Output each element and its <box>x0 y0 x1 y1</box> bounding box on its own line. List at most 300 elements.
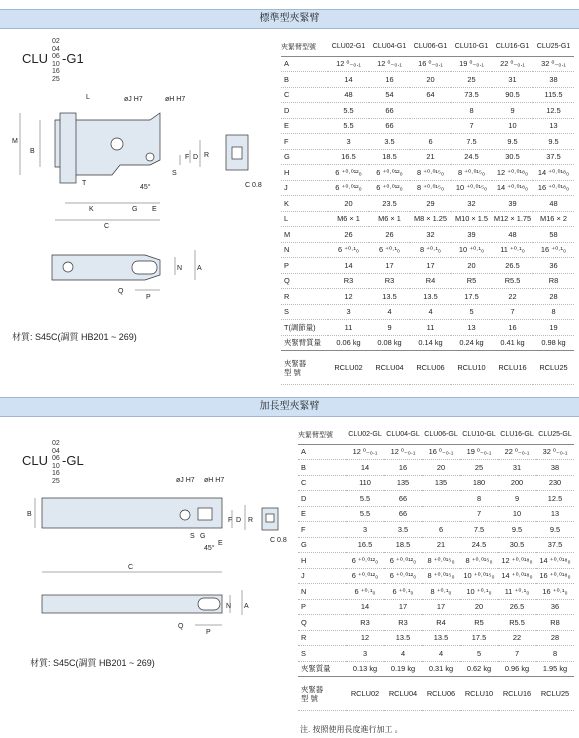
table-cell: 0.13 kg <box>346 661 384 677</box>
table-cell: 6 ⁺⁰·⁰¹²₀ <box>328 180 369 196</box>
section1-spec-table <box>281 38 574 385</box>
column-header: CLU10-GL <box>460 426 498 444</box>
section1-title: 標準型夾緊臂 <box>259 13 320 24</box>
table-cell: 12 <box>328 289 369 305</box>
table-cell: 9 <box>369 320 410 336</box>
table-cell: 8 ⁺⁰·⁰¹⁵₀ <box>451 165 492 181</box>
size-item: 25 <box>52 477 60 485</box>
table-cell <box>422 491 460 507</box>
label-A: A <box>244 603 249 610</box>
table-row <box>281 335 574 351</box>
table-row <box>281 227 574 243</box>
table-cell: 10 ⁺⁰·⁰¹⁵₀ <box>460 568 498 584</box>
column-header: CLU02-GL <box>346 426 384 444</box>
row-label: B <box>281 72 328 88</box>
table-cell <box>410 118 451 134</box>
section2-title: 加長型夾緊臂 <box>259 401 320 412</box>
table-cell: R3 <box>369 273 410 289</box>
table-cell: 66 <box>369 103 410 119</box>
table-cell: 135 <box>384 475 422 491</box>
footer-cell: RCLU06 <box>422 677 460 711</box>
size-item: 02 <box>52 38 60 45</box>
label-Q: Q <box>178 623 184 630</box>
table-cell: 32 <box>451 196 492 212</box>
table-cell: 4 <box>369 304 410 320</box>
table-cell: 6 ⁺⁰·⁰¹²₀ <box>346 568 384 584</box>
size-item: 04 <box>52 447 60 455</box>
table-cell: 14 ⁺⁰·⁰¹⁸₀ <box>533 165 574 181</box>
table-cell: 6 ⁺⁰·¹₀ <box>384 584 422 600</box>
label-H: øH H7 <box>165 96 186 103</box>
row-label: H <box>281 165 328 181</box>
table-cell: 26 <box>369 227 410 243</box>
table-cell: 16 <box>492 320 533 336</box>
section1-code-prefix: CLU <box>22 51 49 66</box>
section2-material: 材質: S45C(調質 HB201 ~ 269) <box>30 658 155 668</box>
table-row <box>281 289 574 305</box>
table-cell: 39 <box>492 196 533 212</box>
size-item: 16 <box>52 68 60 75</box>
table-cell: 32 ⁰₋₀.₁ <box>533 56 574 72</box>
table-cell: 0.06 kg <box>328 335 369 351</box>
label-C08: C 0.8 <box>245 182 262 189</box>
table-row <box>298 661 574 677</box>
section2-code-suffix: -GL <box>62 453 84 468</box>
table-cell: 115.5 <box>533 87 574 103</box>
table-cell: 9.5 <box>536 522 574 538</box>
table-cell: 22 <box>498 630 536 646</box>
table-cell: 14 <box>328 72 369 88</box>
column-header: CLU16-G1 <box>492 38 533 56</box>
row-label: T(調節量) <box>281 320 328 336</box>
table-header-row <box>281 38 574 56</box>
table-cell: 26.5 <box>498 599 536 615</box>
table-row <box>281 87 574 103</box>
row-label: F <box>281 134 328 150</box>
table-header-row <box>298 426 574 444</box>
table-cell: 12.5 <box>533 103 574 119</box>
table-row <box>298 646 574 662</box>
table-cell: 230 <box>536 475 574 491</box>
table-cell: 37.5 <box>536 537 574 553</box>
table-cell: 7 <box>460 506 498 522</box>
table-row <box>281 242 574 258</box>
table-cell: 13.5 <box>410 289 451 305</box>
table-row <box>281 56 574 72</box>
table-cell: 3 <box>328 134 369 150</box>
row-label: Q <box>281 273 328 289</box>
table-cell: 4 <box>410 304 451 320</box>
table-cell <box>410 103 451 119</box>
table-cell: 21 <box>422 537 460 553</box>
table-cell: 37.5 <box>533 149 574 165</box>
label-A: A <box>197 265 202 272</box>
table-cell: 16 ⁺⁰·⁰¹⁸₀ <box>536 568 574 584</box>
label-B: B <box>27 511 32 518</box>
table-cell: 16 ⁺⁰·⁰¹⁸₀ <box>533 180 574 196</box>
table-cell: 16 ⁰₋₀.₁ <box>410 56 451 72</box>
section2-spec-table <box>298 426 574 711</box>
table-footer-row <box>281 351 574 385</box>
label-B: B <box>30 148 35 155</box>
table-row <box>298 506 574 522</box>
table-cell: 14 ⁺⁰·⁰¹⁸₀ <box>498 568 536 584</box>
table-row <box>281 180 574 196</box>
table-row <box>281 211 574 227</box>
table-cell: 6 ⁺⁰·⁰¹²₀ <box>369 180 410 196</box>
label-R: R <box>248 517 254 524</box>
table-cell: 13.5 <box>384 630 422 646</box>
table-cell: 31 <box>498 460 536 476</box>
table-cell: 20 <box>460 599 498 615</box>
table-row <box>281 273 574 289</box>
row-label: J <box>298 568 346 584</box>
table-cell: 6 ⁺⁰·¹₀ <box>346 584 384 600</box>
table-cell: R5 <box>451 273 492 289</box>
label-H: øH H7 <box>204 477 225 484</box>
table-row <box>298 599 574 615</box>
label-K: K <box>89 206 94 213</box>
table-cell: M16 × 2 <box>533 211 574 227</box>
table-cell: 14 <box>346 599 384 615</box>
table-row <box>281 118 574 134</box>
table-cell: 8 <box>536 646 574 662</box>
footer-label: 夾緊器 型 號 <box>298 677 346 711</box>
table-cell: 23.5 <box>369 196 410 212</box>
table-cell: 11 <box>328 320 369 336</box>
table-cell: 3 <box>346 522 384 538</box>
table-cell: 5.5 <box>328 118 369 134</box>
table-cell: 22 ⁰₋₀.₁ <box>498 444 536 460</box>
table-cell: 6 ⁺⁰·⁰¹²₀ <box>384 568 422 584</box>
table-cell: 16.5 <box>346 537 384 553</box>
footer-cell: RCLU04 <box>369 351 410 385</box>
table-cell: 16.5 <box>328 149 369 165</box>
table-cell: 8 ⁺⁰·⁰¹⁵₀ <box>460 553 498 569</box>
table-row <box>298 444 574 460</box>
table-cell: 12 <box>346 630 384 646</box>
table-cell: 66 <box>369 118 410 134</box>
table-cell: 6 <box>410 134 451 150</box>
section2-code-prefix: CLU <box>22 453 49 468</box>
table-cell: 14 ⁺⁰·⁰¹⁸₀ <box>536 553 574 569</box>
row-label: N <box>281 242 328 258</box>
row-label: G <box>281 149 328 165</box>
table-cell: 30.5 <box>498 537 536 553</box>
table-cell: 11 <box>410 320 451 336</box>
table-cell: 90.5 <box>492 87 533 103</box>
table-cell: 6 ⁺⁰·⁰¹²₀ <box>384 553 422 569</box>
row-label: R <box>298 630 346 646</box>
table-cell: 12 ⁰₋₀.₁ <box>346 444 384 460</box>
table-cell: R8 <box>533 273 574 289</box>
label-D: D <box>236 517 242 524</box>
column-header: CLU06-G1 <box>410 38 451 56</box>
label-F: F <box>228 517 233 524</box>
row-label: B <box>298 460 346 476</box>
column-header: CLU06-GL <box>422 426 460 444</box>
table-cell: R4 <box>422 615 460 631</box>
table-cell: 1.95 kg <box>536 661 574 677</box>
table-cell: 8 ⁺⁰·⁰¹⁵₀ <box>422 553 460 569</box>
label-Q: Q <box>118 288 124 295</box>
table-cell: 13 <box>533 118 574 134</box>
table-row <box>298 630 574 646</box>
row-label: Q <box>298 615 346 631</box>
footer-cell: RCLU02 <box>328 351 369 385</box>
table-cell: 13 <box>536 506 574 522</box>
row-label: S <box>281 304 328 320</box>
section1-drawing <box>0 85 275 315</box>
table-cell: 0.08 kg <box>369 335 410 351</box>
table-cell: 16 ⁺⁰·¹₀ <box>533 242 574 258</box>
table-cell: 8 <box>451 103 492 119</box>
table-cell: 9.5 <box>498 522 536 538</box>
table-cell: 19 ⁰₋₀.₁ <box>451 56 492 72</box>
table-cell: 6 ⁺⁰·¹₀ <box>328 242 369 258</box>
footer-cell: RCLU25 <box>536 677 574 711</box>
row-label: N <box>298 584 346 600</box>
table-cell: 7.5 <box>460 522 498 538</box>
table-cell: 17.5 <box>460 630 498 646</box>
table-cell: 58 <box>533 227 574 243</box>
table-cell: 8 ⁺⁰·⁰¹⁵₀ <box>422 568 460 584</box>
row-label: A <box>298 444 346 460</box>
table-cell: 12 ⁰₋₀.₁ <box>384 444 422 460</box>
table-cell: 12.5 <box>536 491 574 507</box>
table-cell: 32 ⁰₋₀.₁ <box>536 444 574 460</box>
table-cell: 8 ⁺⁰·¹₀ <box>422 584 460 600</box>
label-M: M <box>12 138 18 145</box>
label-L: L <box>86 94 90 101</box>
table-cell: M8 × 1.25 <box>410 211 451 227</box>
column-header: CLU16-GL <box>498 426 536 444</box>
column-header: CLU10-G1 <box>451 38 492 56</box>
table-row <box>281 304 574 320</box>
table-cell: 17.5 <box>451 289 492 305</box>
row-label: L <box>281 211 328 227</box>
label-N: N <box>226 603 232 610</box>
table-cell: 26 <box>328 227 369 243</box>
label-G: G <box>132 206 138 213</box>
size-item: 10 <box>52 60 60 68</box>
table-cell: 3.5 <box>384 522 422 538</box>
row-label: G <box>298 537 346 553</box>
section1-code-suffix: -G1 <box>62 51 84 66</box>
column-header: 夾緊臂型號 <box>298 426 346 444</box>
label-C08: C 0.8 <box>270 537 287 544</box>
table-cell: 4 <box>384 646 422 662</box>
table-cell: 180 <box>460 475 498 491</box>
table-cell: 10 ⁺⁰·¹₀ <box>451 242 492 258</box>
table-cell: 32 <box>410 227 451 243</box>
table-row <box>281 134 574 150</box>
table-cell: M10 × 1.5 <box>451 211 492 227</box>
table-cell: 29 <box>410 196 451 212</box>
label-E: E <box>218 540 223 547</box>
table-cell: 13.5 <box>369 289 410 305</box>
table-cell: 73.5 <box>451 87 492 103</box>
table-cell: 10 ⁺⁰·¹₀ <box>460 584 498 600</box>
table-row <box>298 522 574 538</box>
table-cell: 66 <box>384 491 422 507</box>
label-R: R <box>204 152 210 159</box>
size-item: 04 <box>52 45 60 53</box>
table-cell: M6 × 1 <box>328 211 369 227</box>
table-cell: 8 ⁺⁰·⁰¹⁵₀ <box>410 180 451 196</box>
label-45deg: 45° <box>204 545 215 552</box>
row-label: D <box>298 491 346 507</box>
column-header: CLU25-GL <box>536 426 574 444</box>
row-label: P <box>281 258 328 274</box>
size-item: 02 <box>52 440 60 447</box>
table-cell: 5.5 <box>346 491 384 507</box>
label-C: C <box>104 223 110 230</box>
label-P: P <box>146 294 151 301</box>
table-cell: 11 ⁺⁰·¹₀ <box>498 584 536 600</box>
table-cell: 200 <box>498 475 536 491</box>
table-cell: 5.5 <box>328 103 369 119</box>
table-cell: 110 <box>346 475 384 491</box>
table-cell: 6 ⁺⁰·⁰¹²₀ <box>346 553 384 569</box>
table-row <box>281 165 574 181</box>
table-cell: 31 <box>492 72 533 88</box>
label-J: øJ H7 <box>124 96 143 103</box>
size-item: 25 <box>52 75 60 83</box>
table-row <box>298 584 574 600</box>
column-header: CLU25-G1 <box>533 38 574 56</box>
table-footer-row <box>298 677 574 711</box>
table-cell: 0.62 kg <box>460 661 498 677</box>
table-cell: 64 <box>410 87 451 103</box>
table-cell: 13.5 <box>422 630 460 646</box>
table-row <box>281 103 574 119</box>
row-label: E <box>298 506 346 522</box>
table-cell: 16 ⁺⁰·¹₀ <box>536 584 574 600</box>
table-cell: 0.41 kg <box>492 335 533 351</box>
row-label: A <box>281 56 328 72</box>
row-label: F <box>298 522 346 538</box>
table-cell: 26.5 <box>492 258 533 274</box>
table-cell: 0.24 kg <box>451 335 492 351</box>
table-cell: 6 ⁺⁰·¹₀ <box>369 242 410 258</box>
row-label: 夾緊臂質量 <box>281 335 328 351</box>
table-cell: 9 <box>498 491 536 507</box>
section1-material: 材質: S45C(調質 HB201 ~ 269) <box>12 332 137 342</box>
table-cell: 12 ⁺⁰·⁰¹⁸₀ <box>498 553 536 569</box>
table-cell: 14 <box>346 460 384 476</box>
table-cell: 30.5 <box>492 149 533 165</box>
table-cell: 0.96 kg <box>498 661 536 677</box>
table-cell: 8 <box>460 491 498 507</box>
table-cell: 24.5 <box>451 149 492 165</box>
row-label: K <box>281 196 328 212</box>
table-cell: 38 <box>533 72 574 88</box>
table-cell: 7 <box>451 118 492 134</box>
table-cell: 0.14 kg <box>410 335 451 351</box>
row-label: H <box>298 553 346 569</box>
footer-cell: RCLU04 <box>384 677 422 711</box>
label-S: S <box>172 170 177 177</box>
row-label: M <box>281 227 328 243</box>
table-cell: 21 <box>410 149 451 165</box>
table-row <box>281 72 574 88</box>
table-cell: 6 ⁺⁰·⁰¹²₀ <box>369 165 410 181</box>
table-cell: 3.5 <box>369 134 410 150</box>
table-row <box>298 475 574 491</box>
table-cell: 6 <box>422 522 460 538</box>
table-cell: 10 <box>498 506 536 522</box>
row-label: S <box>298 646 346 662</box>
table-cell: 38 <box>536 460 574 476</box>
row-label: D <box>281 103 328 119</box>
table-row <box>298 568 574 584</box>
table-cell: R8 <box>536 615 574 631</box>
row-label: 夾緊質量 <box>298 661 346 677</box>
table-cell: 7 <box>498 646 536 662</box>
table-cell: R3 <box>328 273 369 289</box>
table-cell: 25 <box>460 460 498 476</box>
row-label: E <box>281 118 328 134</box>
footer-cell: RCLU10 <box>451 351 492 385</box>
table-cell: 22 ⁰₋₀.₁ <box>492 56 533 72</box>
column-header: CLU04-GL <box>384 426 422 444</box>
size-item: 10 <box>52 462 60 470</box>
table-cell: 36 <box>533 258 574 274</box>
label-F: F <box>185 154 190 161</box>
table-cell: 17 <box>384 599 422 615</box>
table-row <box>298 615 574 631</box>
label-E: E <box>152 206 157 213</box>
table-cell: 25 <box>451 72 492 88</box>
label-C: C <box>128 564 134 571</box>
table-row <box>298 491 574 507</box>
section2-drawing <box>0 470 290 640</box>
table-row <box>281 149 574 165</box>
table-cell: 8 <box>533 304 574 320</box>
size-item: 06 <box>52 455 60 462</box>
table-cell: R3 <box>384 615 422 631</box>
table-cell: 8 ⁺⁰·¹₀ <box>410 242 451 258</box>
label-45deg: 45° <box>140 184 151 191</box>
table-cell: 7.5 <box>451 134 492 150</box>
label-T: T <box>82 180 87 187</box>
row-label: C <box>281 87 328 103</box>
section2-title-band <box>0 397 579 417</box>
table-cell: 36 <box>536 599 574 615</box>
table-cell: 20 <box>328 196 369 212</box>
table-cell: 18.5 <box>369 149 410 165</box>
table-cell <box>422 506 460 522</box>
table-cell: 0.98 kg <box>533 335 574 351</box>
table-cell: 39 <box>451 227 492 243</box>
table-cell: 20 <box>410 72 451 88</box>
table-cell: 14 <box>328 258 369 274</box>
column-header: CLU02-G1 <box>328 38 369 56</box>
table-cell: 14 ⁺⁰·⁰¹⁸₀ <box>492 180 533 196</box>
table-cell: 3 <box>346 646 384 662</box>
footer-cell: RCLU02 <box>346 677 384 711</box>
table-cell: 28 <box>533 289 574 305</box>
footer-cell: RCLU16 <box>492 351 533 385</box>
table-cell: 17 <box>369 258 410 274</box>
label-G: G <box>200 533 206 540</box>
table-cell: 12 ⁰₋₀.₁ <box>328 56 369 72</box>
table-cell: 13 <box>451 320 492 336</box>
table-cell: 24.5 <box>460 537 498 553</box>
footer-cell: RCLU06 <box>410 351 451 385</box>
footer-cell: RCLU16 <box>498 677 536 711</box>
